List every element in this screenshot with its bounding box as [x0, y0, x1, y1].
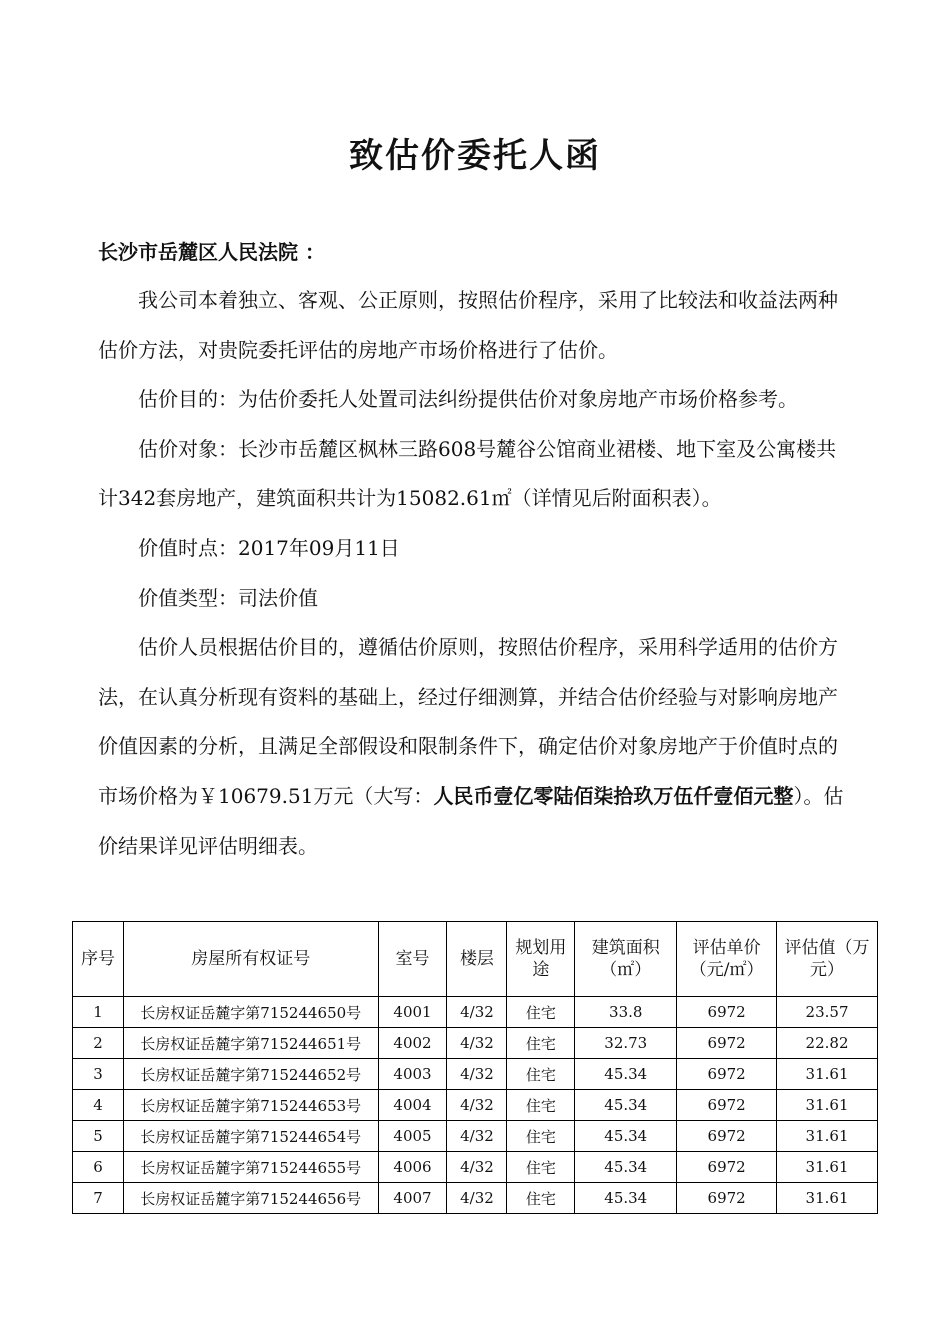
conclusion-text: 估价人员根据估价目的，遵循估价原则，按照估价程序，采用科学适用的估价方法，在认真分析现有资料的基础上，经过仔细测算，并结合估价经验与对影响房地产价值因素的分析，且满足全部假设和限制条件下，确定估价对象房地产于价值时点的市场价格为￥10679.51万元（大写：	[98, 635, 838, 808]
cell-seq: 3	[73, 1059, 124, 1090]
table-row	[73, 1121, 878, 1152]
header-value: 评估值（万元）	[777, 922, 878, 997]
cell-price: 6972	[677, 1090, 777, 1121]
cell-value: 31.61	[777, 1121, 878, 1152]
cell-room: 4002	[378, 1028, 447, 1059]
table-row	[73, 1090, 878, 1121]
cell-room: 4006	[378, 1152, 447, 1183]
cell-use: 住宅	[507, 1121, 575, 1152]
cell-area: 32.73	[575, 1028, 677, 1059]
table-row	[73, 1152, 878, 1183]
table-row	[73, 997, 878, 1028]
paragraph-intro: 我公司本着独立、客观、公正原则，按照估价程序，采用了比较法和收益法两种估价方法，对贵院委托评估的房地产市场价格进行了估价。	[98, 288, 838, 362]
paragraph-object: 估价对象：长沙市岳麓区枫林三路608号麓谷公馆商业裙楼、地下室及公寓楼共计342套房地产，建筑面积共计为15082.61㎡（详情见后附面积表）。	[98, 436, 837, 511]
cell-value: 31.61	[777, 1059, 878, 1090]
cell-cert: 长房权证岳麓字第715244652号	[123, 1059, 378, 1090]
cell-value: 31.61	[777, 1183, 878, 1214]
header-use: 规划用途	[507, 922, 575, 997]
header-seq: 序号	[73, 922, 124, 997]
cell-area: 45.34	[575, 1059, 677, 1090]
letter-body	[98, 276, 856, 871]
cell-use: 住宅	[507, 1183, 575, 1214]
cell-floor: 4/32	[447, 1121, 507, 1152]
cell-floor: 4/32	[447, 1059, 507, 1090]
cell-floor: 4/32	[447, 1152, 507, 1183]
cell-price: 6972	[677, 1183, 777, 1214]
cell-floor: 4/32	[447, 1028, 507, 1059]
cell-area: 45.34	[575, 1090, 677, 1121]
header-area: 建筑面积（㎡）	[575, 922, 677, 997]
amount-in-words: 人民币壹亿零陆佰柒拾玖万伍仟壹佰元整	[433, 783, 794, 808]
cell-cert: 长房权证岳麓字第715244650号	[123, 997, 378, 1028]
cell-floor: 4/32	[447, 997, 507, 1028]
cell-seq: 4	[73, 1090, 124, 1121]
cell-use: 住宅	[507, 997, 575, 1028]
table-row	[73, 1028, 878, 1059]
cell-price: 6972	[677, 1028, 777, 1059]
header-cert: 房屋所有权证号	[123, 922, 378, 997]
cell-cert: 长房权证岳麓字第715244653号	[123, 1090, 378, 1121]
table-header-row	[73, 922, 878, 997]
cell-price: 6972	[677, 1152, 777, 1183]
paragraph-conclusion	[98, 623, 856, 871]
cell-cert: 长房权证岳麓字第715244656号	[123, 1183, 378, 1214]
cell-value: 22.82	[777, 1028, 878, 1059]
cell-value: 23.57	[777, 997, 878, 1028]
cell-room: 4005	[378, 1121, 447, 1152]
cell-area: 33.8	[575, 997, 677, 1028]
cell-cert: 长房权证岳麓字第715244651号	[123, 1028, 378, 1059]
cell-price: 6972	[677, 1059, 777, 1090]
cell-value: 31.61	[777, 1090, 878, 1121]
letter-title: 致估价委托人函	[349, 136, 601, 176]
cell-seq: 1	[73, 997, 124, 1028]
addressee: 长沙市岳麓区人民法院 ：	[98, 240, 325, 264]
cell-area: 45.34	[575, 1121, 677, 1152]
cell-price: 6972	[677, 1121, 777, 1152]
cell-area: 45.34	[575, 1183, 677, 1214]
cell-cert: 长房权证岳麓字第715244654号	[123, 1121, 378, 1152]
table-row	[73, 1059, 878, 1090]
cell-use: 住宅	[507, 1028, 575, 1059]
table-row	[73, 1183, 878, 1214]
paragraph-value-date: 价值时点：2017年09月11日	[138, 535, 400, 560]
cell-value: 31.61	[777, 1152, 878, 1183]
cell-room: 4007	[378, 1183, 447, 1214]
cell-seq: 6	[73, 1152, 124, 1183]
cell-seq: 2	[73, 1028, 124, 1059]
cell-seq: 7	[73, 1183, 124, 1214]
cell-use: 住宅	[507, 1059, 575, 1090]
paragraph-purpose: 估价目的：为估价委托人处置司法纠纷提供估价对象房地产市场价格参考。	[138, 387, 798, 412]
header-floor: 楼层	[447, 922, 507, 997]
cell-cert: 长房权证岳麓字第715244655号	[123, 1152, 378, 1183]
cell-seq: 5	[73, 1121, 124, 1152]
header-room: 室号	[378, 922, 447, 997]
cell-floor: 4/32	[447, 1090, 507, 1121]
cell-room: 4001	[378, 997, 447, 1028]
conclusion-tail: ）。估价结果详见评估明细表。	[98, 783, 844, 858]
cell-room: 4004	[378, 1090, 447, 1121]
cell-room: 4003	[378, 1059, 447, 1090]
cell-price: 6972	[677, 997, 777, 1028]
cell-floor: 4/32	[447, 1183, 507, 1214]
cell-area: 45.34	[575, 1152, 677, 1183]
cell-use: 住宅	[507, 1090, 575, 1121]
valuation-detail-table	[72, 921, 878, 1214]
cell-use: 住宅	[507, 1152, 575, 1183]
paragraph-value-type: 价值类型：司法价值	[138, 585, 318, 610]
header-unit-price: 评估单价（元/㎡）	[677, 922, 777, 997]
